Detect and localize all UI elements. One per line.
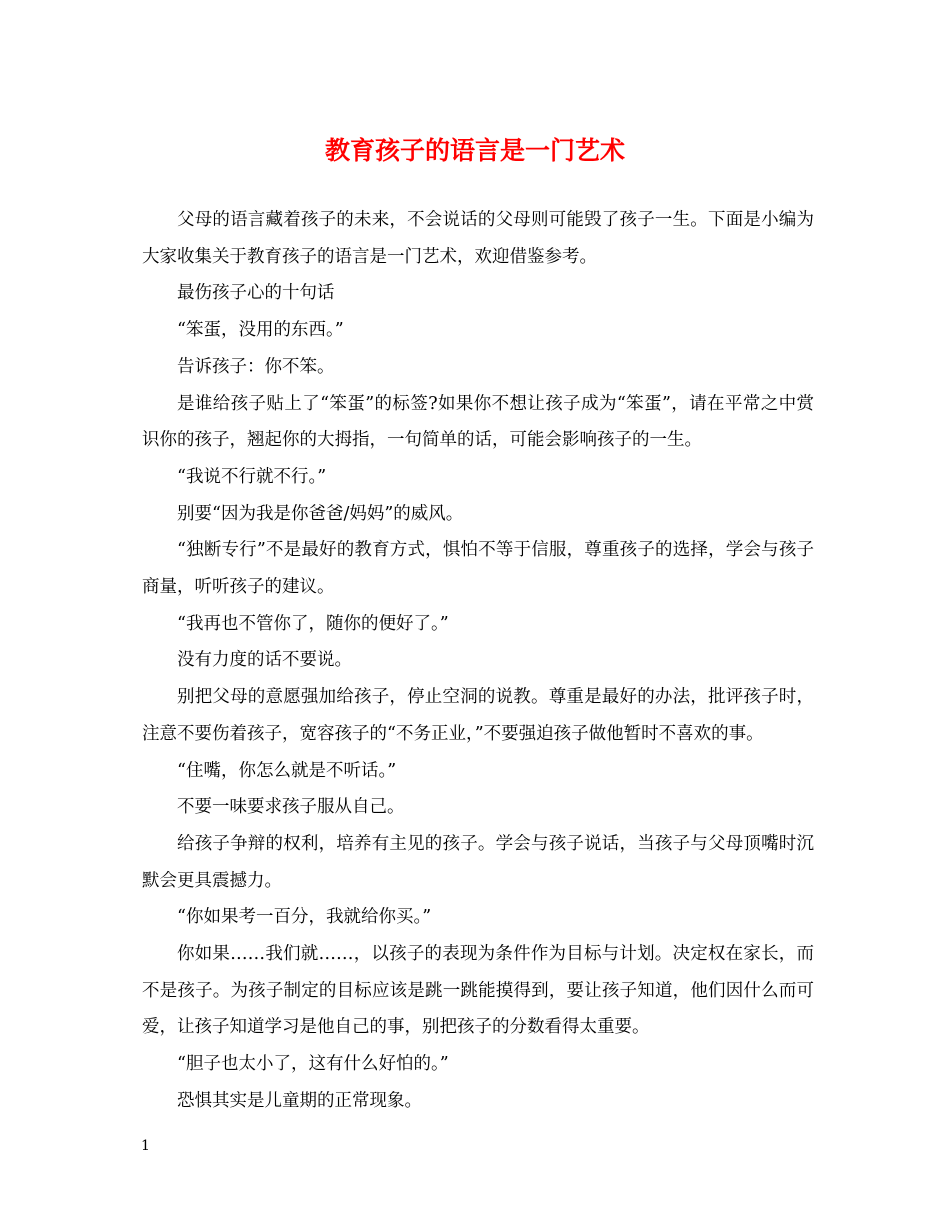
paragraph: 恐惧其实是儿童期的正常现象。: [177, 1090, 422, 1111]
paragraph: 不要一味要求孩子服从自己。: [177, 797, 405, 818]
paragraph: 你如果……我们就……，以孩子的表现为条件作为目标与计划。决定权在家长，而不是孩子。为孩子制定的目标应该是跳一跳能摸得到，要让孩子知道，他们因什么而可爱，让孩子知道学习是他自己的事，别把孩子的分数看得太重要。: [142, 944, 814, 1038]
paragraph: 别要“因为我是你爸爸/妈妈”的威风。: [177, 503, 464, 524]
paragraph: 父母的语言藏着孩子的未来，不会说话的父母则可能毁了孩子一生。下面是小编为大家收集关于教育孩子的语言是一门艺术，欢迎借鉴参考。: [142, 210, 814, 267]
paragraph: “我再也不管你了，随你的便好了。”: [177, 613, 449, 634]
paragraph: 告诉孩子：你不笨。: [177, 356, 335, 377]
document-title: 教育孩子的语言是一门艺术: [324, 136, 625, 165]
paragraph: “你如果考一百分，我就给你买。”: [177, 907, 432, 928]
paragraph: 给孩子争辩的权利，培养有主见的孩子。学会与孩子说话，当孩子与父母顶嘴时沉默会更具震撼力。: [142, 833, 814, 891]
paragraph: “住嘴，你怎么就是不听话。”: [177, 760, 397, 781]
paragraph: “胆子也太小了，这有什么好怕的。”: [177, 1054, 449, 1075]
page-number: 1: [141, 1138, 150, 1154]
paragraph: “笨蛋，没用的东西。”: [177, 320, 344, 341]
paragraph: 别把父母的意愿强加给孩子，停止空洞的说教。尊重是最好的办法，批评孩子时，注意不要伤着孩子，宽容孩子的“不务正业，”不要强迫孩子做他暂时不喜欢的事。: [142, 687, 814, 744]
paragraph: 没有力度的话不要说。: [177, 650, 352, 671]
paragraph: “我说不行就不行。”: [177, 466, 327, 487]
paragraph: “独断专行”不是最好的教育方式，惧怕不等于信服，尊重孩子的选择，学会与孩子商量，听听孩子的建议。: [142, 540, 814, 598]
document-body: [142, 202, 814, 1120]
paragraph: 最伤孩子心的十句话: [177, 283, 335, 304]
paragraph: 是谁给孩子贴上了“笨蛋”的标签?如果你不想让孩子成为“笨蛋”，请在平常之中赏识你的孩子，翘起你的大拇指，一句简单的话，可能会影响孩子的一生。: [142, 393, 814, 451]
